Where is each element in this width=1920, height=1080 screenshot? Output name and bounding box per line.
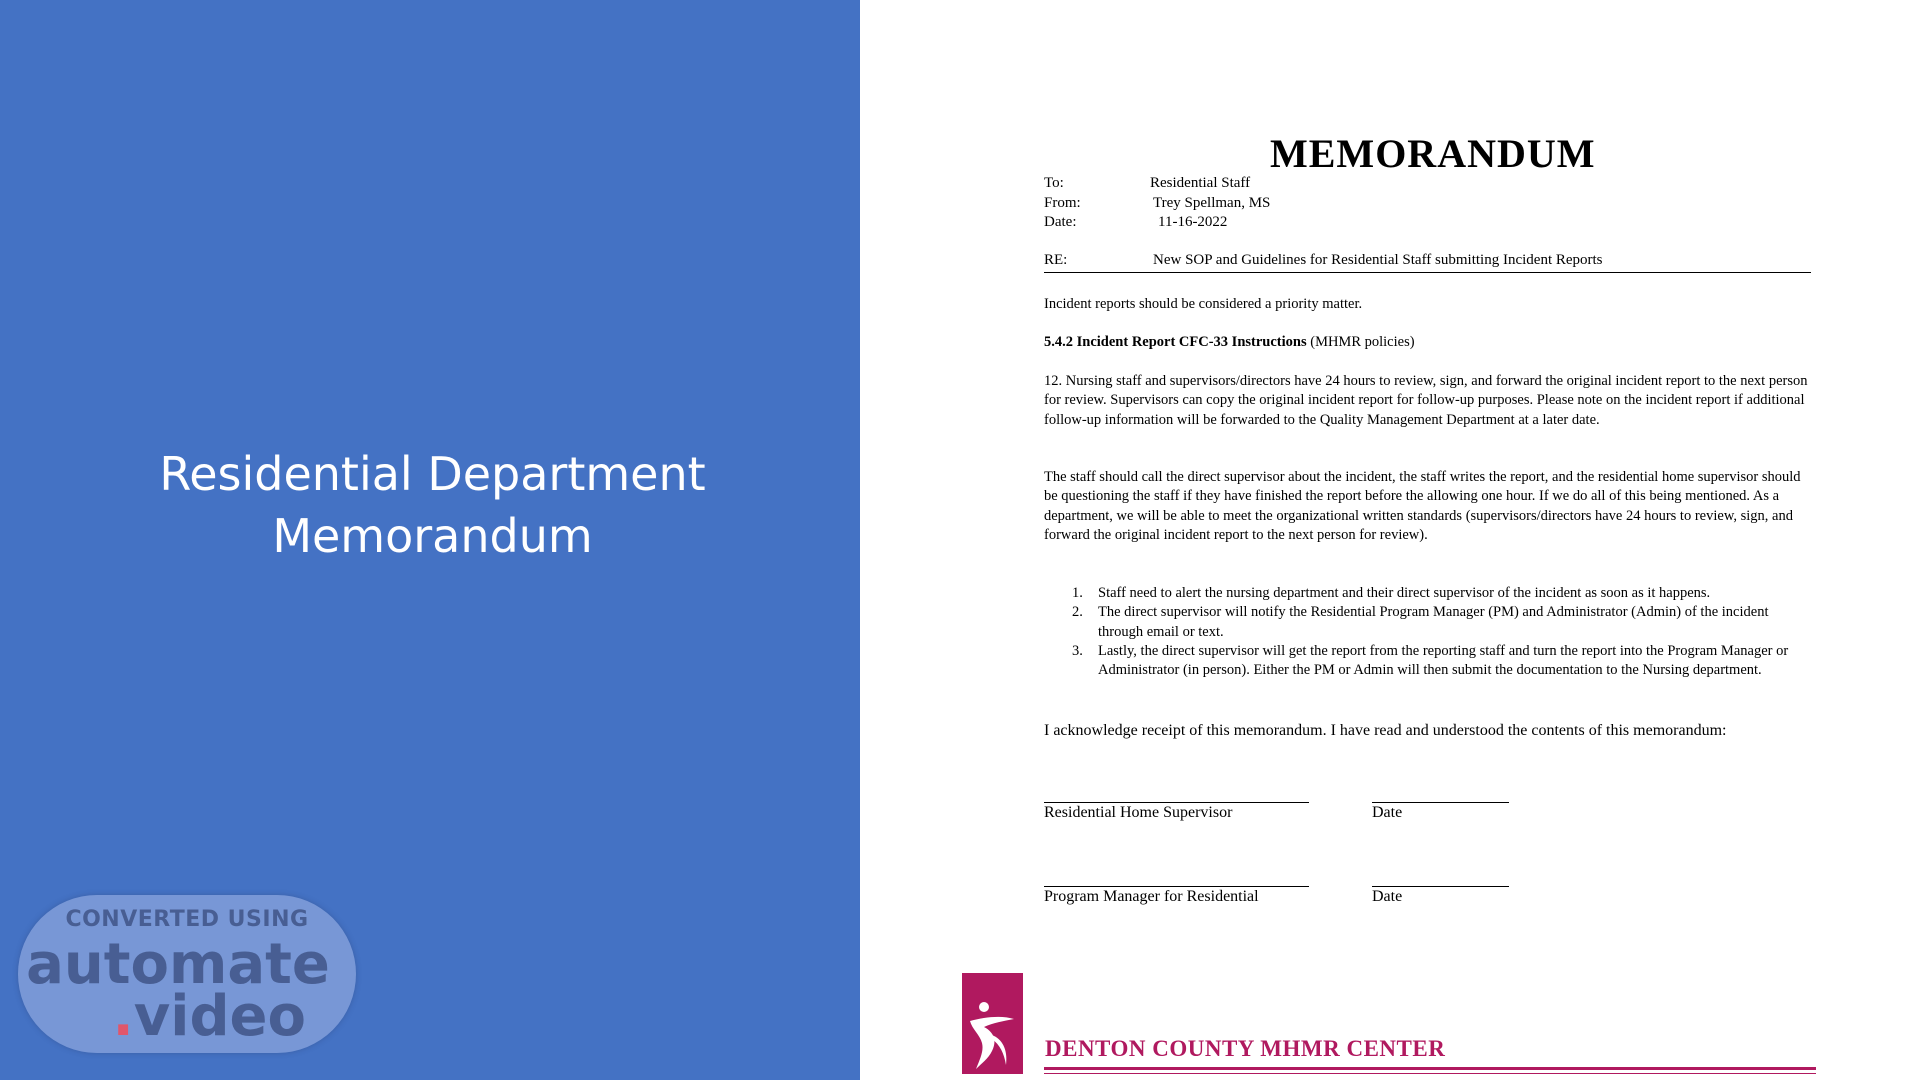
watermark-brand-suffix (112, 984, 306, 1049)
organization-rule-thin (1044, 1073, 1816, 1074)
memo-from-label: From: (1044, 195, 1081, 211)
section-heading-suffix: (MHMR policies) (1306, 334, 1415, 350)
memo-re-label: RE: (1044, 252, 1068, 268)
memo-title: MEMORANDUM (1270, 131, 1596, 176)
date-line-program-manager (1372, 886, 1509, 887)
step-number: 2. (1072, 604, 1083, 621)
memo-section-heading (1044, 333, 1814, 352)
signature-label-program-manager: Program Manager for Residential (1044, 888, 1259, 905)
memo-date-label: Date: (1044, 214, 1077, 230)
list-item (1072, 642, 1817, 681)
memo-date-value: 11-16-2022 (1158, 214, 1228, 230)
watermark-suffix-text: video (133, 984, 306, 1049)
date-label-supervisor: Date (1372, 804, 1403, 821)
memo-paragraph-staff: The staff should call the direct supervisor about the incident, the staff writes the report, and the residential home supervisor should be questioning the staff if they have finished the report before the allowing one hour. If we do all of this being mentioned. As a department, we will be able to meet the organizational written standards (supervisors/directors have 24 hours to review, sign, and forward the original incident report to the next person for review). (1044, 469, 1801, 543)
signature-line-supervisor (1044, 802, 1309, 803)
memo-from-value: Trey Spellman, MS (1153, 195, 1271, 211)
organization-rule (1044, 1067, 1816, 1070)
slide-title-line-1: Residential Department (159, 447, 706, 501)
signature-label-supervisor: Residential Home Supervisor (1044, 804, 1233, 821)
section-heading-bold: 5.4.2 Incident Report CFC-33 Instructions (1044, 334, 1307, 350)
signature-line-program-manager (1044, 886, 1309, 887)
step-text: Staff need to alert the nursing department and their direct supervisor of the incident as soon as it happens. (1098, 585, 1711, 601)
step-text: Lastly, the direct supervisor will get the report from the reporting staff and turn the report into the Program Manager or Administrator (in person). Either the PM or Admin will then submit the documentation to the Nursing department. (1098, 642, 1789, 679)
date-label-program-manager: Date (1372, 888, 1403, 905)
memo-steps-list (1072, 584, 1817, 680)
step-number: 1. (1072, 585, 1083, 601)
list-item (1072, 584, 1817, 603)
slide-title (0, 443, 865, 567)
step-number: 3. (1072, 642, 1083, 659)
title-panel (0, 0, 860, 1080)
memo-to-value: Residential Staff (1150, 175, 1251, 191)
watermark-badge (18, 895, 356, 1053)
mhmr-logo-figure-icon (962, 973, 1023, 1074)
memo-paragraph-12: 12. Nursing staff and supervisors/directors have 24 hours to review, sign, and forward the original incident report to the next person for review. Supervisors can copy the original incident report for follow-up purposes. Please note on the incident report if additional follow-up information will be forwarded to the Quality Management Department at a later date. (1044, 373, 1808, 428)
re-divider (1044, 272, 1811, 273)
memo-to-label: To: (1044, 175, 1064, 191)
organization-name: DENTON COUNTY MHMR CENTER (1045, 1036, 1446, 1061)
watermark-caption: CONVERTED USING (65, 907, 309, 932)
list-item (1072, 603, 1817, 642)
memo-acknowledgement: I acknowledge receipt of this memorandum. I have read and understood the contents of this memorandum: (1044, 722, 1727, 739)
date-line-supervisor (1372, 802, 1509, 803)
watermark-dot: . (112, 984, 134, 1049)
watermark-brand: automate (26, 932, 330, 997)
memo-re-value: New SOP and Guidelines for Residential Staff submitting Incident Reports (1153, 252, 1603, 268)
mhmr-logo (962, 973, 1023, 1074)
memo-intro: Incident reports should be considered a priority matter. (1044, 296, 1363, 312)
slide-title-line-2: Memorandum (272, 509, 593, 563)
step-text: The direct supervisor will notify the Residential Program Manager (PM) and Administrator (Admin) of the incident through email or text. (1098, 604, 1769, 640)
